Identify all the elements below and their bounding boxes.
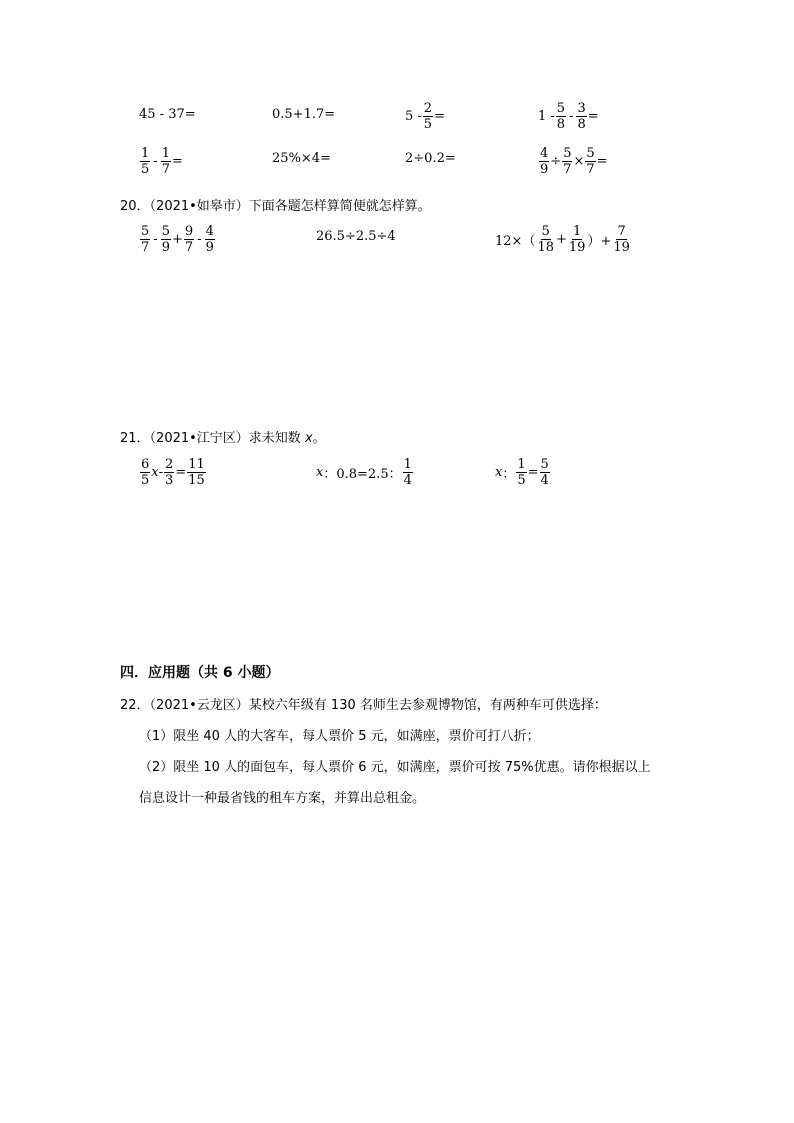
fraction: $\frac{1}{5}$ bbox=[517, 457, 526, 488]
q21-equation-2 bbox=[316, 457, 414, 488]
fraction: $\frac{5}{7}$ bbox=[563, 146, 572, 177]
fraction: $\frac{2}{3}$ bbox=[165, 457, 174, 488]
fraction: $\frac{5}{7}$ bbox=[141, 224, 150, 255]
expr-text: 12×（ bbox=[495, 234, 536, 249]
calc-1-minus-fractions bbox=[538, 101, 599, 132]
fraction: $\frac{5}{7}$ bbox=[586, 146, 595, 177]
expr-text: 1 - bbox=[538, 109, 555, 124]
calc-5-minus-two-fifths bbox=[405, 101, 445, 132]
section-4-heading: 四．应用题（共 6 小题） bbox=[120, 665, 280, 681]
equals-sign: = bbox=[527, 465, 539, 480]
fraction: $\frac{4}{9}$ bbox=[205, 224, 214, 255]
q20-expression-3 bbox=[495, 224, 632, 255]
fraction: $\frac{7}{19}$ bbox=[613, 224, 630, 255]
fraction: $\frac{2}{5}$ bbox=[423, 101, 433, 132]
variable-x: x bbox=[495, 465, 503, 480]
expr-text: ：0.8=2.5： bbox=[323, 467, 402, 482]
question-22-line-3: （2）限坐 10 人的面包车，每人票价 6 元，如满座，票价可按 75%优惠。请你根据以上 bbox=[139, 760, 651, 775]
fraction: $\frac{5}{18}$ bbox=[537, 224, 554, 255]
label-text: 。 bbox=[312, 431, 326, 446]
question-20-label: 20．（2021•如皋市）下面各题怎样算简便就怎样算。 bbox=[120, 199, 431, 214]
label-text: 21．（2021•江宁区）求未知数 bbox=[120, 431, 301, 446]
question-22-line-4: 信息设计一种最省钱的租车方案，并算出总租金。 bbox=[139, 791, 426, 806]
operator: - bbox=[153, 232, 158, 247]
fraction: $\frac{5}{8}$ bbox=[556, 101, 566, 132]
q20-expression-2: 26.5÷2.5÷4 bbox=[316, 229, 396, 244]
variable-x: x bbox=[151, 465, 159, 480]
q20-expression-1 bbox=[139, 224, 216, 255]
operator: - bbox=[153, 154, 158, 169]
fraction: $\frac{5}{4}$ bbox=[540, 457, 549, 488]
calc-45-minus-37: 45 - 37= bbox=[139, 107, 196, 122]
variable-x: x bbox=[316, 465, 324, 480]
equals-sign: = bbox=[587, 109, 599, 124]
calc-25pct-times-4: 25%×4= bbox=[272, 151, 331, 166]
variable-x: x bbox=[304, 431, 313, 446]
operator: - bbox=[158, 465, 164, 480]
fraction: $\frac{1}{7}$ bbox=[161, 146, 170, 177]
fraction: $\frac{1}{19}$ bbox=[568, 224, 586, 255]
equals-sign: = bbox=[175, 465, 187, 480]
expr-text: ）+ bbox=[587, 234, 612, 249]
fraction: $\frac{9}{7}$ bbox=[184, 224, 194, 255]
operator: - bbox=[197, 232, 202, 247]
fraction: $\frac{1}{4}$ bbox=[403, 457, 412, 488]
fraction: $\frac{5}{9}$ bbox=[161, 224, 170, 255]
question-22-line-1: 22．（2021•云龙区）某校六年级有 130 名师生去参观博物馆，有两种车可供选择： bbox=[120, 698, 607, 713]
equals-sign: = bbox=[171, 154, 183, 169]
operator: + bbox=[171, 232, 183, 247]
fraction: $\frac{11}{15}$ bbox=[188, 457, 205, 488]
calc-fraction-div-times bbox=[538, 146, 608, 177]
operator: × bbox=[573, 154, 585, 169]
q21-equation-1 bbox=[139, 457, 207, 488]
fraction: $\frac{6}{5}$ bbox=[141, 457, 150, 488]
equals-sign: = bbox=[596, 154, 608, 169]
question-22-line-2: （1）限坐 40 人的大客车，每人票价 5 元，如满座，票价可打八折； bbox=[139, 729, 540, 744]
operator: - bbox=[569, 109, 574, 124]
calc-0.5-plus-1.7: 0.5+1.7= bbox=[272, 107, 336, 122]
calc-fifth-minus-seventh bbox=[139, 146, 183, 177]
expr-text: 5 - bbox=[405, 109, 422, 124]
equals-sign: = bbox=[434, 109, 445, 124]
fraction: $\frac{1}{5}$ bbox=[141, 146, 150, 177]
calc-2-div-0.2: 2÷0.2= bbox=[405, 151, 456, 166]
fraction: $\frac{3}{8}$ bbox=[577, 101, 586, 132]
expr-text: ： bbox=[502, 467, 516, 482]
fraction: $\frac{4}{9}$ bbox=[540, 146, 549, 177]
operator: ÷ bbox=[550, 154, 562, 169]
operator: + bbox=[555, 232, 567, 247]
q21-equation-3 bbox=[495, 457, 551, 488]
question-21-label bbox=[120, 427, 326, 446]
